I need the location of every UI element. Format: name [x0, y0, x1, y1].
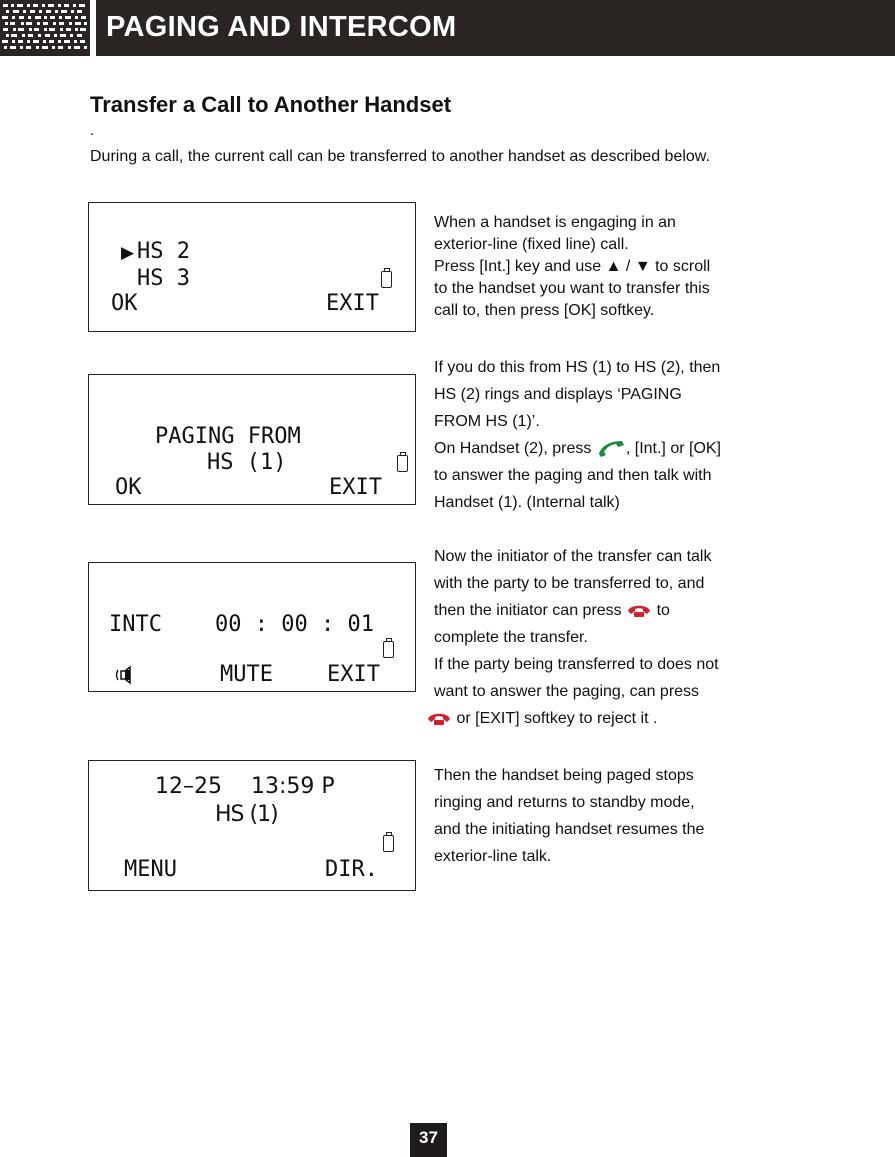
step-3-line: with the party to be transferred to, and	[434, 575, 705, 592]
step-3-description	[434, 543, 779, 732]
intro-text: During a call, the current call can be transferred to another handset as described below.	[90, 148, 710, 165]
lcd-softkey-mid: MUTE	[220, 662, 273, 687]
step-4-line: and the initiating handset resumes the	[434, 821, 705, 838]
step-1-description	[434, 212, 779, 322]
step-2-description	[434, 354, 779, 516]
step-1-line: call to, then press [OK] softkey.	[434, 302, 655, 319]
lcd-softkey-right: DIR.	[325, 857, 378, 882]
lcd-softkey-right: EXIT	[326, 291, 379, 316]
lcd-line-1: PAGING FROM	[155, 424, 301, 449]
step-3-line: Now the initiator of the transfer can talk	[434, 548, 712, 565]
lcd-intc-label: INTC	[109, 612, 162, 637]
step-3-line: If the party being transferred to does not	[434, 656, 719, 673]
step-2-line-press	[434, 435, 779, 462]
page-number: 37	[410, 1123, 447, 1157]
lcd-time: 13:59 P	[251, 774, 335, 799]
page-header	[0, 0, 895, 56]
lcd-date: 12–25	[155, 774, 222, 799]
step-3-press-text: then the initiator can press	[434, 602, 622, 619]
step-3-line-press	[434, 597, 779, 624]
lcd-screen-standby	[88, 760, 416, 891]
section-dot: .	[90, 122, 95, 139]
step-2-line: to answer the paging and then talk with	[434, 467, 712, 484]
step-2-line: HS (2) rings and displays ‘PAGING	[434, 386, 682, 403]
step-3-line-reject	[426, 705, 779, 732]
qr-code-logo	[0, 0, 90, 56]
step-2-press-text: On Handset (2), press	[434, 440, 592, 457]
step-1-line: Press [Int.] key and use ▲ / ▼ to scroll	[434, 258, 711, 275]
lcd-softkey-right: EXIT	[329, 475, 382, 500]
step-3-line: complete the transfer.	[434, 629, 588, 646]
step-1-line: exterior-line (fixed line) call.	[434, 236, 629, 253]
lcd-call-timer: 00 : 00 : 01	[215, 612, 374, 637]
step-1-line: When a handset is engaging in an	[434, 214, 676, 231]
header-title: PAGING AND INTERCOM	[106, 11, 457, 43]
step-2-press-suffix: , [Int.] or [OK]	[625, 440, 721, 457]
battery-icon	[397, 455, 408, 472]
step-3-reject-text: or [EXIT] softkey to reject it .	[456, 710, 658, 727]
step-2-line: If you do this from HS (1) to HS (2), then	[434, 359, 721, 376]
lcd-screen-intercom-call	[88, 562, 416, 692]
step-4-description	[434, 762, 779, 870]
lcd-softkey-left: OK	[111, 291, 138, 316]
step-1-line: to the handset you want to transfer this	[434, 280, 710, 297]
step-3-line: want to answer the paging, can press	[434, 683, 700, 700]
end-key-red-phone-icon	[626, 601, 652, 619]
step-3-press-suffix: to	[656, 602, 670, 619]
lcd-softkey-right: EXIT	[327, 662, 380, 687]
talk-key-green-phone-icon	[596, 438, 626, 458]
step-4-line: Then the handset being paged stops	[434, 767, 694, 784]
step-4-line: exterior-line talk.	[434, 848, 552, 865]
lcd-softkey-left: MENU	[124, 857, 177, 882]
lcd-handset-name: HS (1)	[215, 802, 278, 827]
battery-icon	[381, 271, 392, 288]
step-2-line: Handset (1). (Internal talk)	[434, 494, 620, 511]
selection-arrow-icon: ▶	[121, 243, 135, 263]
step-2-line: FROM HS (1)’.	[434, 413, 540, 430]
end-key-red-phone-icon	[426, 709, 452, 727]
speaker-icon	[115, 665, 135, 691]
section-title: Transfer a Call to Another Handset	[90, 92, 452, 117]
lcd-screen-paging-from	[88, 374, 416, 505]
lcd-line-1: HS 2	[137, 239, 190, 264]
step-4-line: ringing and returns to standby mode,	[434, 794, 695, 811]
battery-icon	[383, 641, 394, 658]
lcd-softkey-left: OK	[115, 475, 142, 500]
battery-icon	[383, 835, 394, 852]
lcd-screen-select-handset	[88, 202, 416, 332]
lcd-line-2: HS (1)	[207, 450, 287, 475]
lcd-line-2: HS 3	[137, 266, 190, 291]
header-title-bar	[96, 0, 895, 56]
